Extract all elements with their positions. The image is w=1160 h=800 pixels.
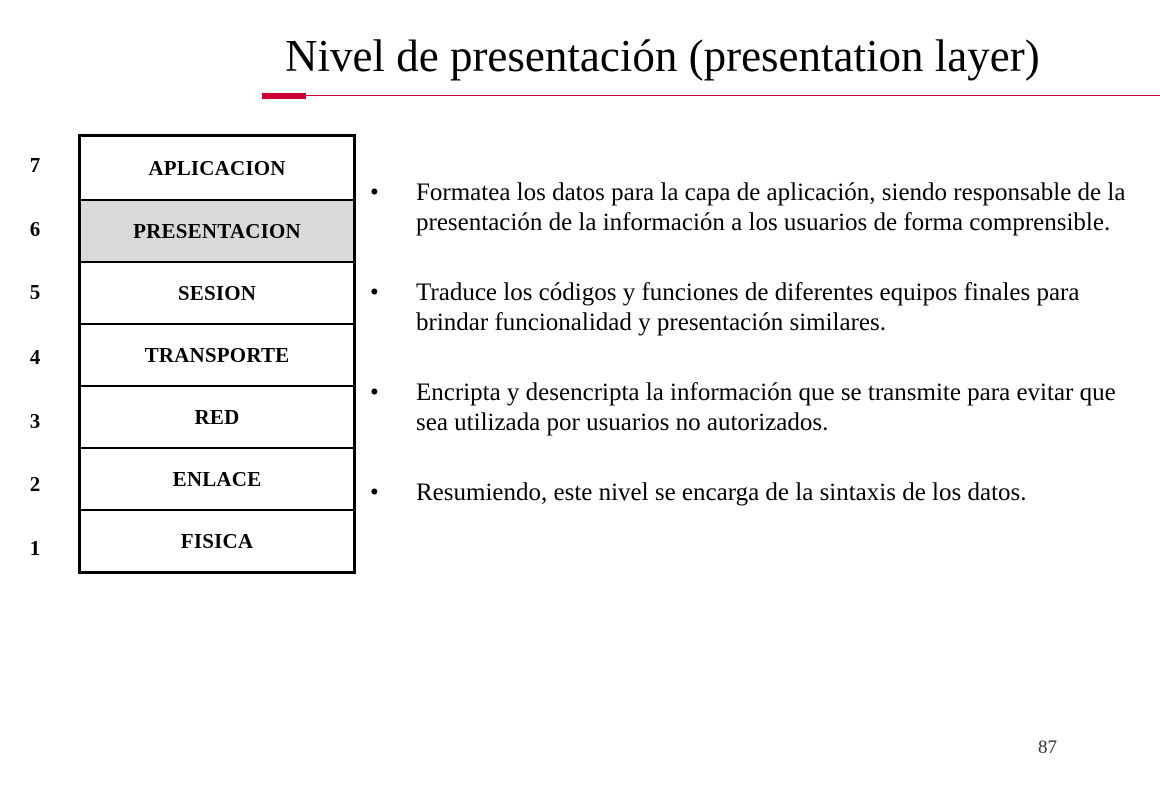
bullet-list [370,178,1150,508]
bullet-marker: • [370,279,379,306]
layer-number-7: 7 [29,153,41,177]
layer-sesion: SESION [81,261,353,323]
layer-number-1: 1 [29,536,41,560]
bullet-marker: • [370,479,379,506]
bullet-item [370,378,1150,438]
title-underline [262,95,1160,96]
layer-fisica: FISICA [81,509,353,571]
layer-presentacion: PRESENTACION [81,199,353,261]
layer-enlace: ENLACE [81,447,353,509]
bullet-marker: • [370,179,379,206]
bullet-text: Traduce los códigos y funciones de diferentes equipos finales para brindar funcionalidad y presentación similares. [416,279,1080,336]
bullet-text: Formatea los datos para la capa de aplicación, siendo responsable de la presentación de la información a los usuarios de forma comprensible. [416,179,1126,236]
layer-aplicacion: APLICACION [148,155,286,180]
title-accent-bar [262,93,306,99]
bullet-item [370,278,1150,338]
layer-number-3: 3 [29,409,41,433]
layer-number-2: 2 [29,472,41,496]
bullet-text: Encripta y desencripta la información que se transmite para evitar que sea utilizada por usuarios no autorizados. [416,379,1116,436]
layer-number-5: 5 [29,280,41,304]
osi-layer-stack [78,134,356,574]
page-number: 87 [1038,737,1057,758]
bullet-item [370,478,1150,508]
layer-number-4: 4 [29,345,41,369]
layer-number-6: 6 [29,217,41,241]
slide-title: Nivel de presentación (presentation layer) [285,31,1040,81]
bullet-item [370,178,1150,238]
bullet-marker: • [370,379,379,406]
bullet-text: Resumiendo, este nivel se encarga de la sintaxis de los datos. [416,479,1027,506]
layer-transporte: TRANSPORTE [81,323,353,385]
layer-red: RED [81,385,353,447]
